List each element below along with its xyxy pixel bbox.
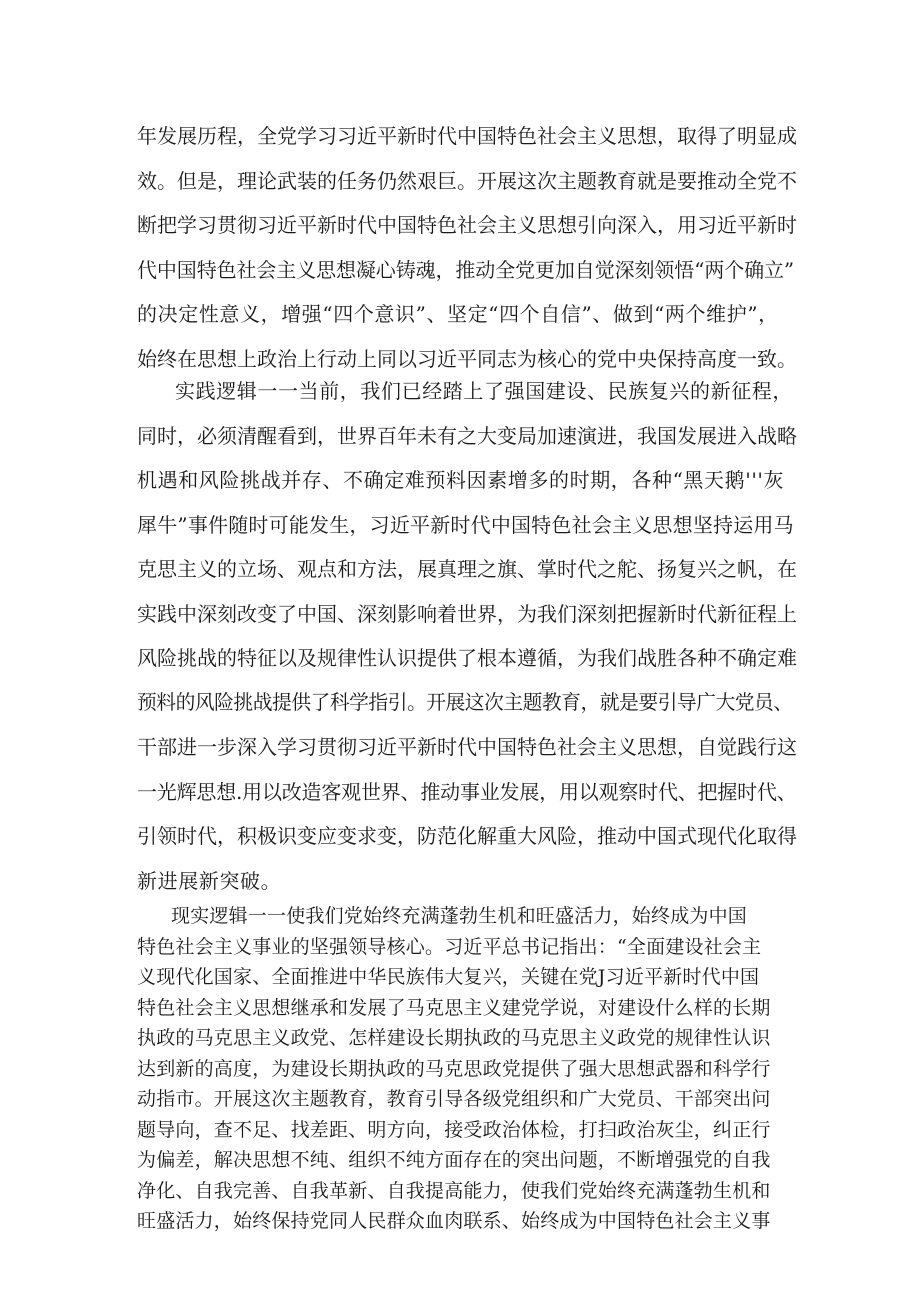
text-line: 干部进一步深入学习贯彻习近平新时代中国特色社会主义思想，自觉践行这: [137, 735, 797, 759]
text-line: 为偏差，解决思想不纯、组织不纯方面存在的突出问题，不断增强党的自我: [137, 1149, 771, 1171]
paragraph-reality-logic: [137, 901, 797, 1237]
text-line: 克思主义的立场、观点和方法，展真理之旗、掌时代之舵、扬复兴之帆，在: [137, 557, 797, 581]
text-line: 达到新的高度，为建设长期执政的马克思政党提供了强大思想武器和科学行: [137, 1057, 771, 1080]
text-line: 净化、自我完善、自我革新、自我提高能力，使我们党始终充满蓬勃生机和: [137, 1179, 771, 1202]
text-line: 的决定性意义，增强“四个意识”、坚定“四个自信”、做到“两个维护”，: [137, 302, 779, 326]
text-line: 犀牛”事件随时可能发生，习近平新时代中国特色社会主义思想坚持运用马: [137, 512, 794, 537]
text-line: 动指市。开展这次主题教育，教育引导各级党组织和广大党员、干部突出问: [137, 1088, 771, 1110]
text-line: 始终在思想上政治上行动上同以习近平同志为核心的党中央保持高度一致。: [137, 346, 797, 371]
text-line: 题导向，查不足、找差距、明方向，接受政治体检，打扫政治灰尘，纠正行: [137, 1118, 771, 1141]
text-line: 代中国特色社会主义思想凝心铸魂，推动全党更加自觉深刻领悟“两个确立”: [137, 257, 795, 282]
text-line: 执政的马克思主义政党、怎样建设长期执政的马克思主义政党的规律性认识: [137, 1027, 771, 1049]
text-line: 断把学习贯彻习近平新时代中国特色社会主义思想引向深入，用习近平新时: [137, 213, 797, 237]
text-line: 一光辉思想.用以改造客观世界、推动事业发展，用以观察时代、把握时代、: [137, 779, 797, 804]
text-line: 引领时代，积极识变应变求变，防范化解重大风险，推动中国式现代化取得: [137, 824, 797, 848]
text-line: 义现代化国家、全面推进中华民族伟大复兴，关键在党J习近平新时代中国: [137, 966, 760, 988]
text-line-first: 现实逻辑一一使我们党始终充满蓬勃生机和旺盛活力，始终成为中国: [171, 905, 748, 927]
text-line: 效。但是，理论武装的任务仍然艰巨。开展这次主题教育就是要推动全党不: [137, 168, 797, 193]
text-line: 风险挑战的特征以及规律性认识提供了根本遵循，为我们战胜各种不确定难: [137, 646, 797, 670]
paragraph-practice-logic: [137, 369, 797, 903]
paragraph-theory-arming: [137, 114, 797, 381]
text-line: 特色社会主义思想继承和发展了马克思主义建党学说，对建设什么样的长期: [137, 996, 771, 1019]
text-line: 年发展历程，全党学习习近平新时代中国特色社会主义思想，取得了明显成: [137, 124, 797, 148]
text-line: 新进展新突破。: [137, 868, 282, 893]
text-line: 旺盛活力，始终保持党同人民群众血肉联系、始终成为中国特色社会主义事: [137, 1210, 771, 1232]
text-line: 特色社会主义事业的坚强领导核心。习近平总书记指出：“全面建设社会主: [137, 935, 762, 958]
text-line: 预料的风险挑战提供了科学指引。开展这次主题教育，就是要引导广大党员、: [137, 690, 793, 714]
text-line-first: 实践逻辑一一当前，我们已经踏上了强国建设、民族复兴的新征程，: [175, 379, 793, 403]
text-line: 机遇和风险挑战并存、不确定难预料因素增多的时期，各种“黑天鹅'''灰: [137, 468, 785, 492]
text-line: 实践中深刻改变了中国、深刻影响着世界，为我们深刻把握新时代新征程上: [137, 601, 797, 626]
text-line: 同时，必须清醒看到，世界百年未有之大变局加速演进，我国发展进入战略: [137, 423, 797, 448]
